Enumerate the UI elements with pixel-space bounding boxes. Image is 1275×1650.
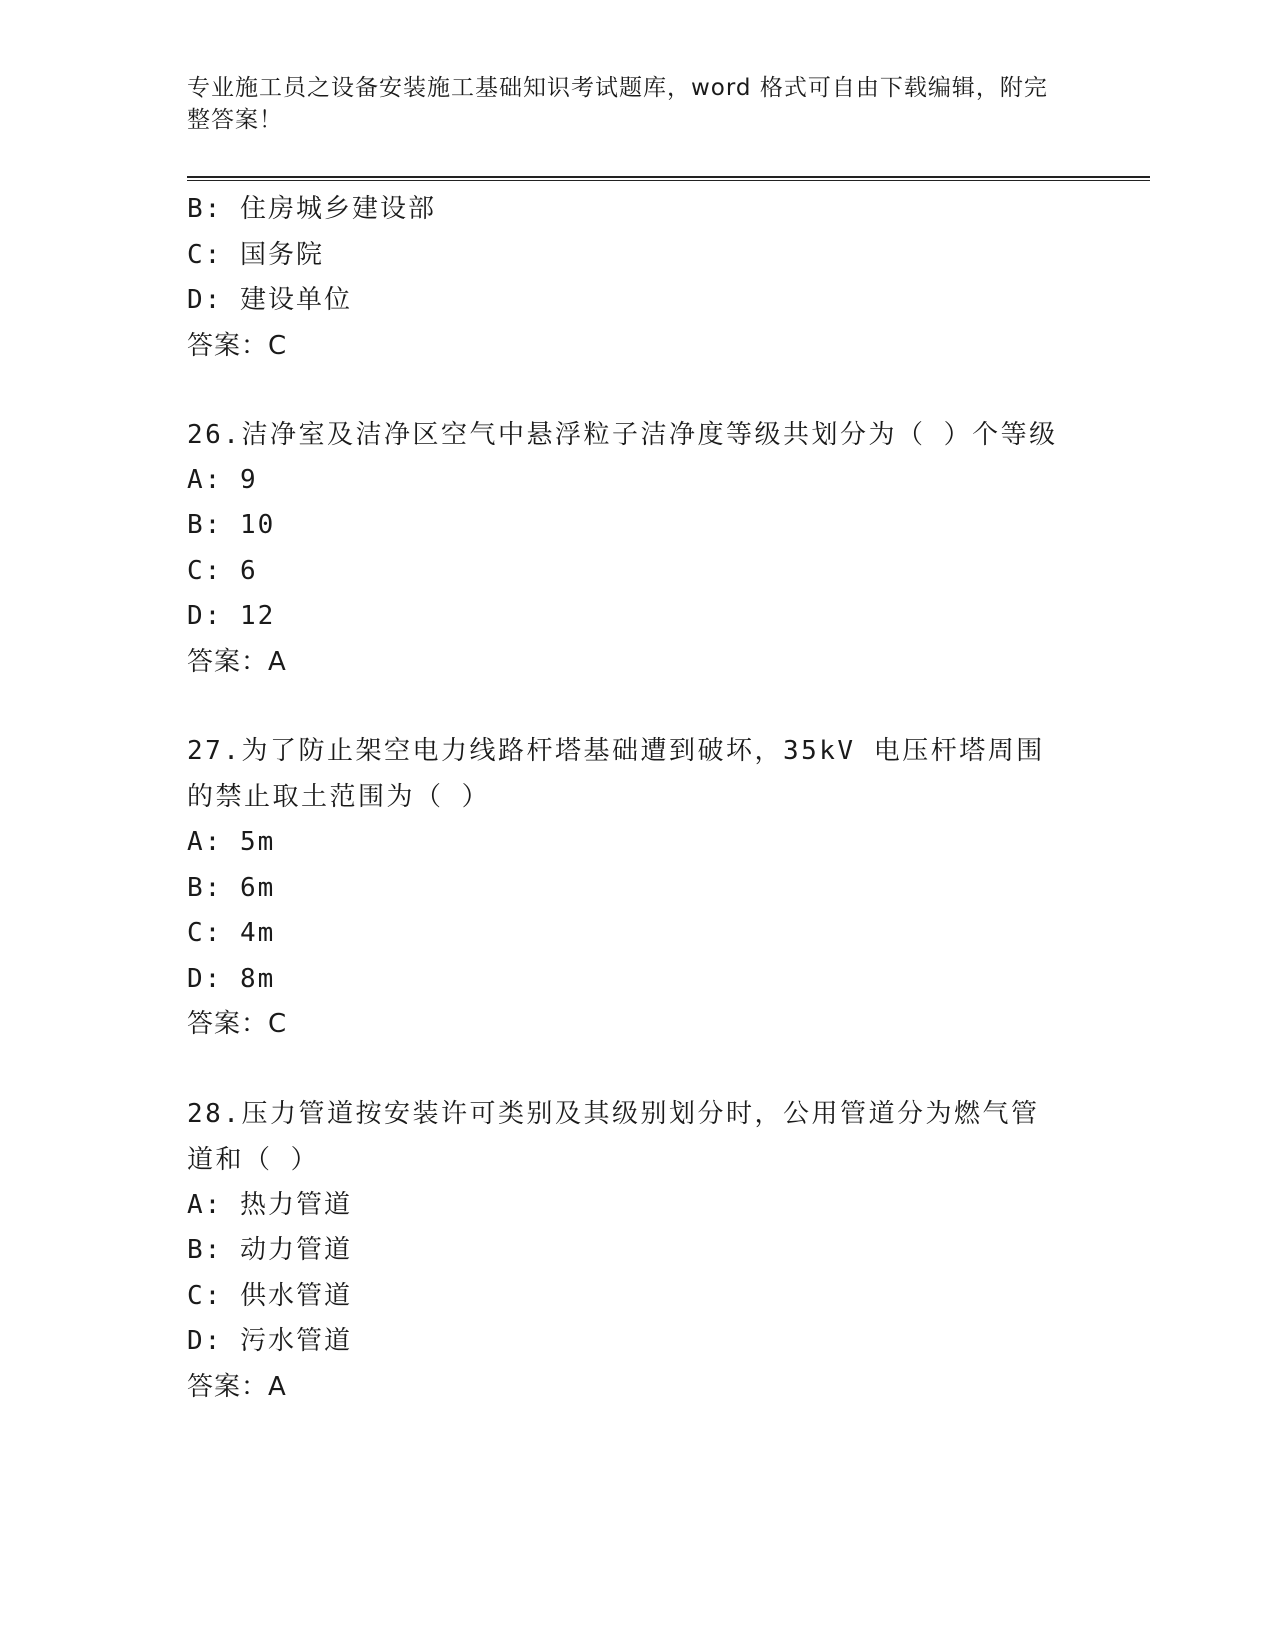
header-divider	[187, 176, 1150, 181]
answer-line: 答案：A	[187, 646, 287, 677]
answer-line: 答案：A	[187, 1371, 287, 1402]
option-a: A: 热力管道	[187, 1189, 352, 1220]
option-a: A: 9	[187, 464, 258, 495]
answer-line: 答案：C	[187, 330, 288, 361]
question-25-block	[187, 187, 1087, 369]
option-d: D: 8m	[187, 963, 276, 994]
option-d: D: 建设单位	[187, 285, 352, 315]
question-text: 28.压力管道按安装许可类别及其级别划分时，公用管道分为燃气管道和（ ）	[187, 1098, 1040, 1175]
question-text: 26.洁净室及洁净区空气中悬浮粒子洁净度等级共划分为（ ）个等级	[187, 420, 1058, 450]
option-c: C: 国务院	[187, 239, 324, 270]
question-28-block	[187, 1091, 1087, 1411]
answer-line: 答案：C	[187, 1009, 288, 1039]
document-header: 专业施工员之设备安装施工基础知识考试题库，word 格式可自由下载编辑，附完整答案！	[187, 75, 1048, 133]
question-26-block	[187, 412, 1087, 685]
option-b: B: 10	[187, 510, 276, 540]
option-c: C: 6	[187, 555, 258, 586]
question-list	[187, 187, 1087, 1410]
option-a: A: 5m	[187, 827, 276, 857]
option-b: B: 动力管道	[187, 1235, 352, 1265]
question-text: 27.为了防止架空电力线路杆塔基础遭到破坏，35kV 电压杆塔周围的禁止取土范围为（ ）	[187, 736, 1045, 812]
option-c: C: 供水管道	[187, 1280, 352, 1311]
option-c: C: 4m	[187, 918, 276, 948]
option-b: B: 6m	[187, 872, 276, 903]
option-b: B: 住房城乡建设部	[187, 194, 436, 224]
question-27-block	[187, 728, 1087, 1048]
option-d: D: 污水管道	[187, 1326, 352, 1356]
option-d: D: 12	[187, 601, 276, 631]
